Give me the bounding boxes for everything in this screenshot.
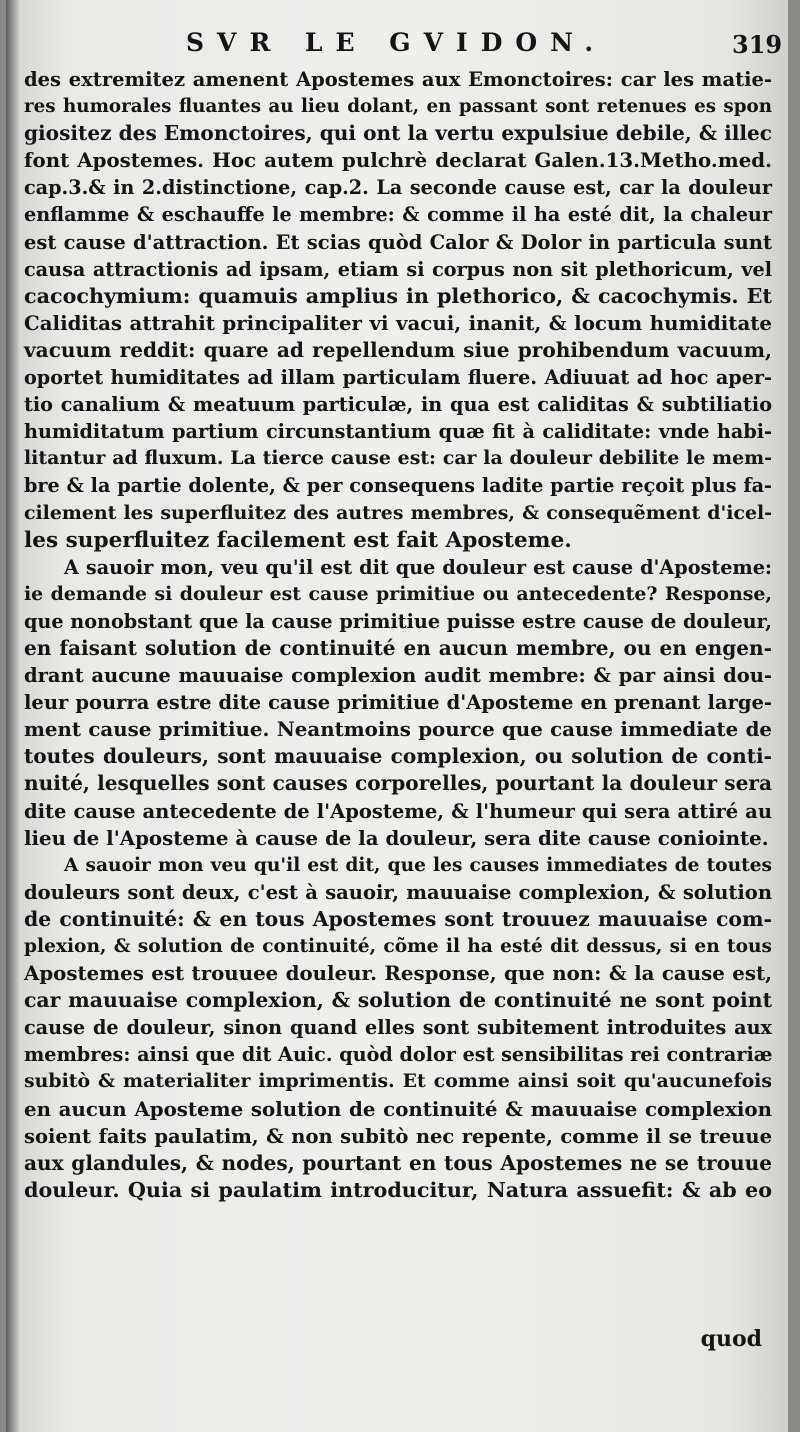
text-line: dite cause antecedente de l'Aposteme, & l'humeur qui sera attiré au <box>24 799 772 823</box>
text-line: cacochymium: quamuis amplius in plethorico, & cacochymis. Et <box>24 283 772 308</box>
text-line: subitò & materialiter imprimentis. Et comme ainsi soit qu'aucunefois <box>24 1070 772 1093</box>
running-title: SVR LE GVIDON. <box>186 28 607 57</box>
text-line: lieu de l'Aposteme à cause de la douleur, sera dite cause coniointe. <box>24 825 769 850</box>
text-line: membres: ainsi que dit Auic. quòd dolor est sensibilitas rei contrariæ <box>24 1043 773 1067</box>
text-line: ment cause primitiue. Neantmoins pource que cause immediate de <box>24 717 772 742</box>
text-line: les superfluitez facilement est fait Aposteme. <box>24 527 572 553</box>
text-line: A sauoir mon, veu qu'il est dit que douleur est cause d'Aposteme: <box>64 555 772 579</box>
text-line: humiditatum partium circunstantium quæ fit à caliditate: vnde habi- <box>24 420 772 444</box>
text-line: causa attractionis ad ipsam, etiam si corpus non sit plethoricum, vel <box>24 257 772 281</box>
text-line: de continuité: & en tous Apostemes sont trouuez mauuaise com- <box>24 906 772 931</box>
text-line: giositez des Emonctoires, qui ont la vertu expulsiue debile, & illec <box>24 121 772 146</box>
text-line: que nonobstant que la cause primitiue puisse estre cause de douleur, <box>24 609 772 633</box>
text-line: enflamme & eschauffe le membre: & comme il ha esté dit, la chaleur <box>24 203 772 227</box>
gutter-shadow <box>6 0 20 1432</box>
text-line: litantur ad fluxum. La tierce cause est: car la douleur debilite le mem- <box>24 447 772 470</box>
text-line: en aucun Aposteme solution de continuité & mauuaise complexion <box>24 1096 772 1121</box>
text-line: bre & la partie dolente, & per consequens ladite partie reçoit plus fa- <box>24 474 772 498</box>
text-line: soient faits paulatim, & non subitò nec repente, comme il se treuue <box>24 1124 772 1148</box>
running-head <box>6 28 788 58</box>
catchword: quod <box>700 1326 762 1352</box>
text-line: car mauuaise complexion, & solution de continuité ne sont point <box>24 988 772 1013</box>
text-line: tio canalium & meatuum particulæ, in qua est caliditas & subtiliatio <box>24 393 772 417</box>
text-line: aux glandules, & nodes, pourtant en tous Apostemes ne se trouue <box>24 1150 772 1175</box>
body-text <box>24 66 772 1204</box>
text-line: toutes douleurs, sont mauuaise complexion, ou solution de conti- <box>24 744 772 769</box>
text-line: cilement les superfluitez des autres membres, & consequẽment d'icel- <box>24 501 772 524</box>
text-line: cause de douleur, sinon quand elles sont subitement introduites aux <box>24 1016 772 1040</box>
text-line: drant aucune mauuaise complexion audit membre: & par ainsi dou- <box>24 664 772 688</box>
text-line: cap.3.& in 2.distinctione, cap.2. La seconde cause est, car la douleur <box>24 176 772 200</box>
text-line: leur pourra estre dite cause primitiue d'Aposteme en prenant large- <box>24 691 772 715</box>
text-line: Apostemes est trouuee douleur. Response, que non: & la cause est, <box>24 961 772 986</box>
text-line: des extremitez amenent Apostemes aux Emonctoires: car les matie- <box>24 68 772 91</box>
text-line: font Apostemes. Hoc autem pulchrè declarat Galen.13.Metho.med. <box>24 148 772 173</box>
text-line: vacuum reddit: quare ad repellendum siue prohibendum vacuum, <box>24 337 772 362</box>
text-line: res humorales fluantes au lieu dolant, en passant sont retenues es spon <box>24 96 772 118</box>
text-line: douleur. Quia si paulatim introducitur, Natura assuefit: & ab eo <box>24 1177 772 1202</box>
text-line: douleurs sont deux, c'est à sauoir, mauuaise complexion, & solution <box>24 880 772 904</box>
text-line: Caliditas attrahit principaliter vi vacui, inanit, & locum humiditate <box>24 310 772 335</box>
book-page <box>6 0 788 1432</box>
text-line: A sauoir mon veu qu'il est dit, que les causes immediates de toutes <box>64 854 772 876</box>
text-line: plexion, & solution de continuité, cõme il ha esté dit dessus, si en tous <box>24 936 772 957</box>
text-line: est cause d'attraction. Et scias quòd Calor & Dolor in particula sunt <box>24 230 772 254</box>
page-number: 319 <box>732 30 783 59</box>
text-line: nuité, lesquelles sont causes corporelles, pourtant la douleur sera <box>24 771 772 796</box>
text-line: en faisant solution de continuité en aucun membre, ou en engen- <box>24 635 772 660</box>
text-line: ie demande si douleur est cause primitiue ou antecedente? Response, <box>24 582 772 605</box>
text-line: oportet humiditates ad illam particulam fluere. Adiuuat ad hoc aper- <box>24 366 772 390</box>
